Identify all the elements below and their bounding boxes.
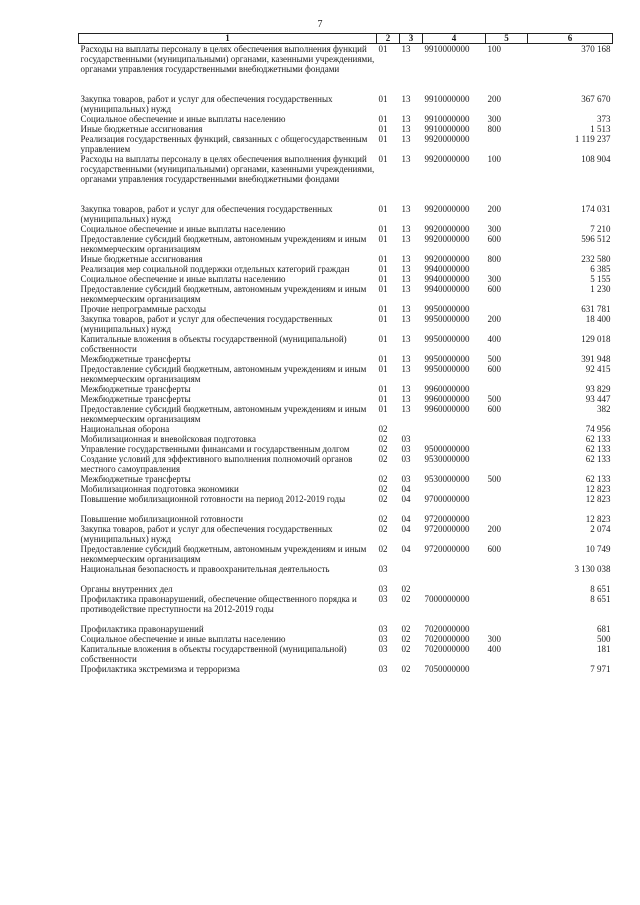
- row-section: 03: [378, 564, 388, 574]
- row-section: 02: [378, 434, 388, 444]
- row-subsection: 13: [401, 354, 411, 364]
- table-row: [79, 44, 613, 75]
- table-row: [79, 384, 613, 394]
- row-section: 01: [378, 314, 388, 324]
- row-amount: 6 385: [590, 264, 611, 274]
- row-expense-type: 800: [487, 254, 501, 264]
- header-col-2: 2: [377, 34, 400, 44]
- row-expense-type: 300: [487, 634, 501, 644]
- row-name: Предоставление субсидий бюджетным, автономным учреждениям и иным некоммерческим организациям: [80, 544, 367, 564]
- row-expense-type: 600: [487, 284, 501, 294]
- row-expense-type: [486, 304, 528, 314]
- row-section: 02: [378, 444, 388, 454]
- row-target-article: 9910000000: [424, 114, 470, 124]
- table-row: [79, 124, 613, 134]
- row-spacer-cell: [79, 574, 613, 584]
- row-amount: 129 018: [581, 334, 611, 344]
- row-name: Национальная оборона: [80, 424, 170, 434]
- table-row: [79, 254, 613, 264]
- row-amount: 2 074: [590, 524, 611, 534]
- row-expense-type: [486, 434, 528, 444]
- row-name: Реализация государственных функций, связанных с общегосударственным управлением: [80, 134, 368, 154]
- row-section: 01: [378, 224, 388, 234]
- row-subsection: 04: [401, 514, 411, 524]
- row-target-article: 9720000000: [424, 524, 470, 534]
- row-subsection: 13: [401, 134, 411, 144]
- row-name: Социальное обеспечение и иные выплаты населению: [80, 224, 286, 234]
- row-section: 03: [378, 594, 388, 604]
- table-row: [79, 624, 613, 634]
- row-expense-type: [486, 514, 528, 524]
- row-target-article: 9700000000: [424, 494, 470, 504]
- table-row: [79, 274, 613, 284]
- header-col-1: 1: [79, 34, 377, 44]
- table-row: [79, 304, 613, 314]
- row-amount: 93 829: [585, 384, 611, 394]
- row-section: 01: [378, 44, 388, 54]
- table-row: [79, 564, 613, 574]
- table-row: [79, 584, 613, 594]
- row-section: 02: [378, 494, 388, 504]
- row-amount: 8 651: [590, 594, 611, 604]
- row-spacer-cell: [79, 614, 613, 624]
- row-target-article: 9910000000: [424, 124, 470, 134]
- row-subsection: 13: [401, 394, 411, 404]
- row-expense-type: [486, 424, 528, 434]
- row-amount: 12 823: [585, 494, 611, 504]
- row-expense-type: [486, 454, 528, 474]
- row-amount: 62 133: [585, 434, 611, 444]
- row-subsection: 03: [401, 454, 411, 464]
- header-col-3: 3: [400, 34, 423, 44]
- table-row: [79, 634, 613, 644]
- row-section: 01: [378, 334, 388, 344]
- table-row: [79, 524, 613, 544]
- row-spacer: [79, 574, 613, 584]
- row-name: Капитальные вложения в объекты государственной (муниципальной) собственности: [80, 334, 347, 354]
- row-amount: 367 670: [581, 94, 611, 104]
- row-subsection: 13: [401, 94, 411, 104]
- row-target-article: 9920000000: [424, 204, 470, 214]
- row-expense-type: 300: [487, 224, 501, 234]
- row-section: 02: [378, 514, 388, 524]
- row-name: Расходы на выплаты персоналу в целях обеспечения выполнения функций государственными (муниципальными) органами, казенными учреждениями, органами управления государственными внебюджетными фондами: [80, 44, 375, 74]
- row-name: Иные бюджетные ассигнования: [80, 254, 203, 264]
- row-expense-type: [486, 494, 528, 504]
- row-name: Межбюджетные трансферты: [80, 394, 191, 404]
- table-row: [79, 94, 613, 114]
- row-amount: 3 130 038: [574, 564, 611, 574]
- row-name: Предоставление субсидий бюджетным, автономным учреждениям и иным некоммерческим организациям: [80, 364, 367, 384]
- row-name: Капитальные вложения в объекты государственной (муниципальной) собственности: [80, 644, 347, 664]
- row-target-article: 7000000000: [424, 594, 470, 604]
- row-section: 01: [378, 154, 388, 164]
- row-section: 01: [378, 204, 388, 214]
- row-expense-type: 300: [487, 274, 501, 284]
- row-subsection: 13: [401, 314, 411, 324]
- table-row: [79, 314, 613, 334]
- row-section: 01: [378, 124, 388, 134]
- row-name: Расходы на выплаты персоналу в целях обеспечения выполнения функций государственными (муниципальными) органами, казенными учреждениями, органами управления государственными внебюджетными фондами: [80, 154, 375, 184]
- row-target-article: 9910000000: [424, 44, 470, 54]
- row-expense-type: [486, 384, 528, 394]
- row-section: 02: [378, 424, 388, 434]
- row-expense-type: 300: [487, 114, 501, 124]
- row-amount: 5 155: [590, 274, 611, 284]
- row-section: 01: [378, 354, 388, 364]
- row-name: Закупка товаров, работ и услуг для обеспечения государственных (муниципальных) нужд: [80, 314, 333, 334]
- row-section: 02: [378, 474, 388, 484]
- budget-table: [78, 33, 613, 674]
- row-expense-type: 100: [487, 44, 501, 54]
- row-subsection: 03: [401, 444, 411, 454]
- row-amount: 7 210: [590, 224, 611, 234]
- row-amount: 8 651: [590, 584, 611, 594]
- row-subsection: 13: [401, 364, 411, 374]
- table-row: [79, 404, 613, 424]
- row-expense-type: [486, 594, 528, 614]
- table-row: [79, 234, 613, 254]
- row-name: Профилактика правонарушений, обеспечение общественного порядка и противодействие преступности на 2012-2019 годы: [80, 594, 357, 614]
- row-target-article: 9500000000: [424, 444, 470, 454]
- table-row: [79, 134, 613, 154]
- row-spacer-cell: [79, 74, 613, 94]
- row-amount: 373: [597, 114, 611, 124]
- row-amount: 631 781: [581, 304, 611, 314]
- row-name: Повышение мобилизационной готовности: [80, 514, 244, 524]
- row-subsection: 13: [401, 274, 411, 284]
- row-amount: 62 133: [585, 454, 611, 464]
- row-subsection: 02: [401, 644, 411, 654]
- row-name: Создание условий для эффективного выполнения полномочий органов местного самоуправления: [80, 454, 353, 474]
- row-expense-type: 400: [487, 644, 501, 654]
- table-row: [79, 114, 613, 124]
- row-amount: 596 512: [581, 234, 611, 244]
- row-target-article: 9720000000: [424, 544, 470, 554]
- row-expense-type: 600: [487, 544, 501, 554]
- row-name: Органы внутренних дел: [80, 584, 173, 594]
- row-section: 02: [378, 454, 388, 464]
- row-target-article: 7020000000: [424, 644, 470, 654]
- row-name: Реализация мер социальной поддержки отдельных категорий граждан: [80, 264, 350, 274]
- row-amount: 181: [597, 644, 611, 654]
- row-subsection: [400, 564, 423, 574]
- row-amount: 18 400: [585, 314, 611, 324]
- row-subsection: 02: [401, 634, 411, 644]
- row-target-article: [423, 584, 486, 594]
- row-target-article: 9950000000: [424, 364, 470, 374]
- table-row: [79, 454, 613, 474]
- row-spacer: [79, 74, 613, 94]
- row-expense-type: 500: [487, 354, 501, 364]
- row-name: Социальное обеспечение и иные выплаты населению: [80, 634, 286, 644]
- row-expense-type: [486, 564, 528, 574]
- row-expense-type: 600: [487, 364, 501, 374]
- row-amount: 174 031: [581, 204, 611, 214]
- row-expense-type: 200: [487, 204, 501, 214]
- table-row: [79, 224, 613, 234]
- row-section: 03: [378, 634, 388, 644]
- row-subsection: 13: [401, 304, 411, 314]
- row-subsection: 04: [401, 494, 411, 504]
- row-subsection: 04: [401, 484, 411, 494]
- table-body: [79, 44, 613, 675]
- row-target-article: 9920000000: [424, 234, 470, 244]
- row-amount: 232 580: [581, 254, 611, 264]
- row-name: Профилактика экстремизма и терроризма: [80, 664, 240, 674]
- row-name: Национальная безопасность и правоохранительная деятельность: [80, 564, 330, 574]
- row-amount: 370 168: [581, 44, 611, 54]
- row-subsection: 13: [401, 384, 411, 394]
- row-amount: 1 119 237: [574, 134, 611, 144]
- row-subsection: 13: [401, 234, 411, 244]
- row-section: 01: [378, 404, 388, 414]
- row-section: 01: [378, 94, 388, 104]
- row-target-article: 7020000000: [424, 624, 470, 634]
- row-target-article: 7020000000: [424, 634, 470, 644]
- row-subsection: 03: [401, 474, 411, 484]
- page-number: 7: [317, 19, 323, 30]
- table-row: [79, 394, 613, 404]
- row-amount: 7 971: [590, 664, 611, 674]
- row-section: 01: [378, 364, 388, 374]
- row-amount: 62 133: [585, 474, 611, 484]
- row-amount: 12 823: [585, 514, 611, 524]
- row-section: 01: [378, 394, 388, 404]
- table-row: [79, 484, 613, 494]
- row-name: Профилактика правонарушений: [80, 624, 204, 634]
- table-row: [79, 284, 613, 304]
- table-row: [79, 154, 613, 184]
- row-subsection: [400, 424, 423, 434]
- row-subsection: 13: [401, 114, 411, 124]
- row-spacer: [79, 504, 613, 514]
- row-name: Предоставление субсидий бюджетным, автономным учреждениям и иным некоммерческим организациям: [80, 284, 367, 304]
- table-header: [79, 34, 613, 44]
- row-section: 01: [378, 284, 388, 294]
- row-section: 01: [378, 304, 388, 314]
- row-target-article: 9950000000: [424, 334, 470, 344]
- row-expense-type: 200: [487, 314, 501, 324]
- row-subsection: 13: [401, 254, 411, 264]
- row-name: Предоставление субсидий бюджетным, автономным учреждениям и иным некоммерческим организациям: [80, 404, 367, 424]
- row-expense-type: 500: [487, 474, 501, 484]
- row-subsection: 13: [401, 284, 411, 294]
- row-section: 01: [378, 234, 388, 244]
- table-row: [79, 444, 613, 454]
- row-expense-type: [486, 624, 528, 634]
- row-target-article: 9950000000: [424, 304, 470, 314]
- row-subsection: 02: [401, 624, 411, 634]
- row-name: Межбюджетные трансферты: [80, 474, 191, 484]
- row-subsection: 03: [401, 434, 411, 444]
- table-row: [79, 264, 613, 274]
- table-row: [79, 474, 613, 484]
- row-expense-type: [486, 444, 528, 454]
- row-target-article: 9910000000: [424, 94, 470, 104]
- row-amount: 1 230: [590, 284, 611, 294]
- row-target-article: 9920000000: [424, 134, 470, 144]
- row-name: Мобилизационная и вневойсковая подготовка: [80, 434, 257, 444]
- table-row: [79, 494, 613, 504]
- row-amount: 391 948: [581, 354, 611, 364]
- row-expense-type: 200: [487, 524, 501, 534]
- row-section: 01: [378, 114, 388, 124]
- row-name: Межбюджетные трансферты: [80, 354, 191, 364]
- table-row: [79, 644, 613, 664]
- row-name: Прочие непрограммные расходы: [80, 304, 207, 314]
- row-name: Закупка товаров, работ и услуг для обеспечения государственных (муниципальных) нужд: [80, 94, 333, 114]
- row-subsection: 02: [401, 584, 411, 594]
- row-section: 03: [378, 624, 388, 634]
- row-target-article: 9720000000: [424, 514, 470, 524]
- row-section: 01: [378, 264, 388, 274]
- table-row: [79, 514, 613, 524]
- row-target-article: 9940000000: [424, 264, 470, 274]
- row-spacer-cell: [79, 184, 613, 204]
- row-target-article: [423, 424, 486, 434]
- row-target-article: 9920000000: [424, 254, 470, 264]
- row-target-article: 9940000000: [424, 284, 470, 294]
- row-name: Социальное обеспечение и иные выплаты населению: [80, 274, 286, 284]
- row-section: 01: [378, 134, 388, 144]
- row-amount: 12 823: [585, 484, 611, 494]
- row-amount: 108 904: [581, 154, 611, 164]
- row-amount: 382: [597, 404, 611, 414]
- row-section: 01: [378, 254, 388, 264]
- row-amount: 62 133: [585, 444, 611, 454]
- header-col-6: 6: [528, 34, 613, 44]
- row-name: Предоставление субсидий бюджетным, автономным учреждениям и иным некоммерческим организациям: [80, 234, 367, 254]
- row-target-article: 9920000000: [424, 224, 470, 234]
- row-section: 01: [378, 274, 388, 284]
- table-row: [79, 664, 613, 674]
- row-target-article: [423, 564, 486, 574]
- row-amount: 681: [597, 624, 611, 634]
- row-subsection: 13: [401, 44, 411, 54]
- row-section: 02: [378, 524, 388, 534]
- row-name: Управление государственными финансами и государственным долгом: [80, 444, 350, 454]
- row-amount: 74 956: [585, 424, 611, 434]
- row-expense-type: [486, 584, 528, 594]
- table-row: [79, 424, 613, 434]
- row-subsection: 13: [401, 404, 411, 414]
- table-row: [79, 434, 613, 444]
- row-expense-type: 600: [487, 234, 501, 244]
- row-name: Мобилизационная подготовка экономики: [80, 484, 239, 494]
- row-subsection: 04: [401, 524, 411, 534]
- row-spacer: [79, 614, 613, 624]
- row-expense-type: 500: [487, 394, 501, 404]
- row-target-article: 9960000000: [424, 384, 470, 394]
- row-expense-type: 400: [487, 334, 501, 344]
- row-section: 03: [378, 664, 388, 674]
- table-row: [79, 354, 613, 364]
- row-target-article: 9530000000: [424, 474, 470, 484]
- row-name: Закупка товаров, работ и услуг для обеспечения государственных (муниципальных) нужд: [80, 204, 333, 224]
- header-col-4: 4: [423, 34, 486, 44]
- row-name: Иные бюджетные ассигнования: [80, 124, 203, 134]
- row-target-article: 9920000000: [424, 154, 470, 164]
- table-row: [79, 594, 613, 614]
- table-row: [79, 544, 613, 564]
- row-expense-type: [486, 134, 528, 154]
- row-target-article: 9960000000: [424, 404, 470, 414]
- row-subsection: 02: [401, 594, 411, 604]
- row-target-article: 9950000000: [424, 314, 470, 324]
- row-target-article: 9530000000: [424, 454, 470, 464]
- row-amount: 92 415: [585, 364, 611, 374]
- row-expense-type: 200: [487, 94, 501, 104]
- row-name: Повышение мобилизационной готовности на период 2012-2019 годы: [80, 494, 346, 504]
- row-subsection: 13: [401, 154, 411, 164]
- row-amount: 10 749: [585, 544, 611, 554]
- row-target-article: 7050000000: [424, 664, 470, 674]
- row-subsection: 13: [401, 224, 411, 234]
- row-name: Межбюджетные трансферты: [80, 384, 191, 394]
- table-row: [79, 334, 613, 354]
- row-subsection: 13: [401, 264, 411, 274]
- row-expense-type: [486, 664, 528, 674]
- row-expense-type: 600: [487, 404, 501, 414]
- row-expense-type: [486, 264, 528, 274]
- row-target-article: 9950000000: [424, 354, 470, 364]
- row-expense-type: 100: [487, 154, 501, 164]
- row-expense-type: [486, 484, 528, 494]
- row-amount: 93 447: [585, 394, 611, 404]
- row-target-article: 9960000000: [424, 394, 470, 404]
- row-target-article: [423, 434, 486, 444]
- row-section: 02: [378, 544, 388, 554]
- row-expense-type: 800: [487, 124, 501, 134]
- row-section: 01: [378, 384, 388, 394]
- table-row: [79, 364, 613, 384]
- row-target-article: 9940000000: [424, 274, 470, 284]
- row-name: Социальное обеспечение и иные выплаты населению: [80, 114, 286, 124]
- row-section: 02: [378, 484, 388, 494]
- table-row: [79, 204, 613, 224]
- row-subsection: 04: [401, 544, 411, 554]
- row-subsection: 13: [401, 204, 411, 214]
- row-amount: 1 513: [590, 124, 611, 134]
- row-subsection: 02: [401, 664, 411, 674]
- row-target-article: [423, 484, 486, 494]
- row-section: 03: [378, 584, 388, 594]
- row-spacer: [79, 184, 613, 204]
- row-amount: 500: [597, 634, 611, 644]
- header-col-5: 5: [486, 34, 528, 44]
- row-subsection: 13: [401, 124, 411, 134]
- row-subsection: 13: [401, 334, 411, 344]
- row-section: 03: [378, 644, 388, 654]
- row-name: Закупка товаров, работ и услуг для обеспечения государственных (муниципальных) нужд: [80, 524, 333, 544]
- row-spacer-cell: [79, 504, 613, 514]
